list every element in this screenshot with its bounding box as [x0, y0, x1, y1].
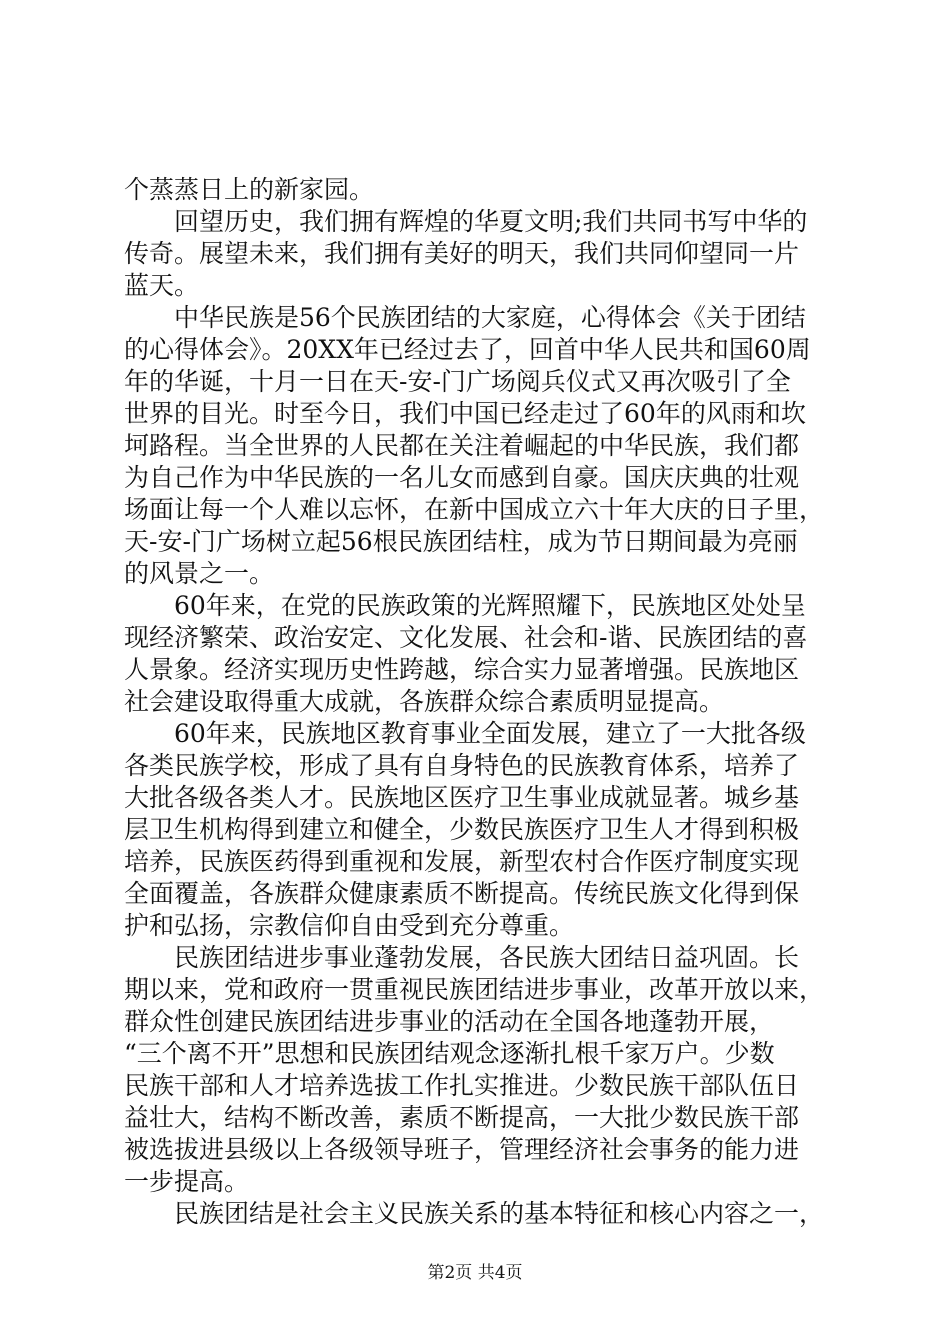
text-line: 群众性创建民族团结进步事业的活动在全国各地蓬勃开展，: [124, 1007, 775, 1036]
paragraph-first-line: 60年来，民族地区教育事业全面发展，建立了一大批各级: [174, 719, 806, 748]
text-line: 为自己作为中华民族的一名儿女而感到自豪。国庆庆典的壮观: [124, 463, 800, 492]
text-line: 坷路程。当全世界的人民都在关注着崛起的中华民族，我们都: [124, 431, 800, 460]
paragraph-first-line: 民族团结进步事业蓬勃发展，各民族大团结日益巩固。长: [174, 943, 800, 972]
text-line: 天-安-门广场树立起56根民族团结柱，成为节日期间最为亮丽: [124, 527, 798, 556]
text-line: 社会建设取得重大成就，各族群众综合素质明显提高。: [124, 687, 725, 716]
text-line: “三个离不开”思想和民族团结观念逐渐扎根千家万户。少数: [124, 1039, 775, 1068]
text-line: 的风景之一。: [124, 559, 275, 588]
text-line: 民族干部和人才培养选拔工作扎实推进。少数民族干部队伍日: [124, 1071, 800, 1100]
text-line: 年的华诞，十月一日在天-安-门广场阅兵仪式又再次吸引了全: [124, 367, 791, 396]
text-line: 蓝天。: [124, 271, 200, 300]
text-line: 个蒸蒸日上的新家园。: [124, 175, 375, 204]
text-line: 被选拔进县级以上各级领导班子，管理经济社会事务的能力进: [124, 1135, 800, 1164]
text-line: 场面让每一个人难以忘怀，在新中国成立六十年大庆的日子里，: [124, 495, 825, 524]
text-line: 大批各级各类人才。民族地区医疗卫生事业成就显著。城乡基: [124, 783, 800, 812]
paragraph-first-line: 60年来，在党的民族政策的光辉照耀下，民族地区处处呈: [174, 591, 806, 620]
text-line: 人景象。经济实现历史性跨越，综合实力显著增强。民族地区: [124, 655, 800, 684]
text-line: 的心得体会》。20XX年已经过去了，回首中华人民共和国60周: [124, 335, 811, 364]
text-line: 全面覆盖，各族群众健康素质不断提高。传统民族文化得到保: [124, 879, 800, 908]
text-line: 世界的目光。时至今日，我们中国已经走过了60年的风雨和坎: [124, 399, 806, 428]
text-line: 培养，民族医药得到重视和发展，新型农村合作医疗制度实现: [124, 847, 800, 876]
text-line: 护和弘扬，宗教信仰自由受到充分尊重。: [124, 911, 575, 940]
paragraph-first-line: 民族团结是社会主义民族关系的基本特征和核心内容之一，: [174, 1199, 825, 1228]
page-number-footer: 第2页 共4页: [427, 1263, 523, 1283]
text-line: 传奇。展望未来，我们拥有美好的明天，我们共同仰望同一片: [124, 239, 800, 268]
text-line: 层卫生机构得到建立和健全，少数民族医疗卫生人才得到积极: [124, 815, 800, 844]
text-line: 各类民族学校，形成了具有自身特色的民族教育体系，培养了: [124, 751, 800, 780]
paragraph-first-line: 回望历史，我们拥有辉煌的华夏文明;我们共同书写中华的: [174, 207, 808, 236]
paragraph-first-line: 中华民族是56个民族团结的大家庭，心得体会《关于团结: [174, 303, 806, 332]
text-line: 现经济繁荣、政治安定、文化发展、社会和-谐、民族团结的喜: [124, 623, 808, 652]
text-line: 益壮大，结构不断改善，素质不断提高，一大批少数民族干部: [124, 1103, 800, 1132]
text-line: 期以来，党和政府一贯重视民族团结进步事业，改革开放以来，: [124, 975, 825, 1004]
text-line: 一步提高。: [124, 1167, 250, 1196]
